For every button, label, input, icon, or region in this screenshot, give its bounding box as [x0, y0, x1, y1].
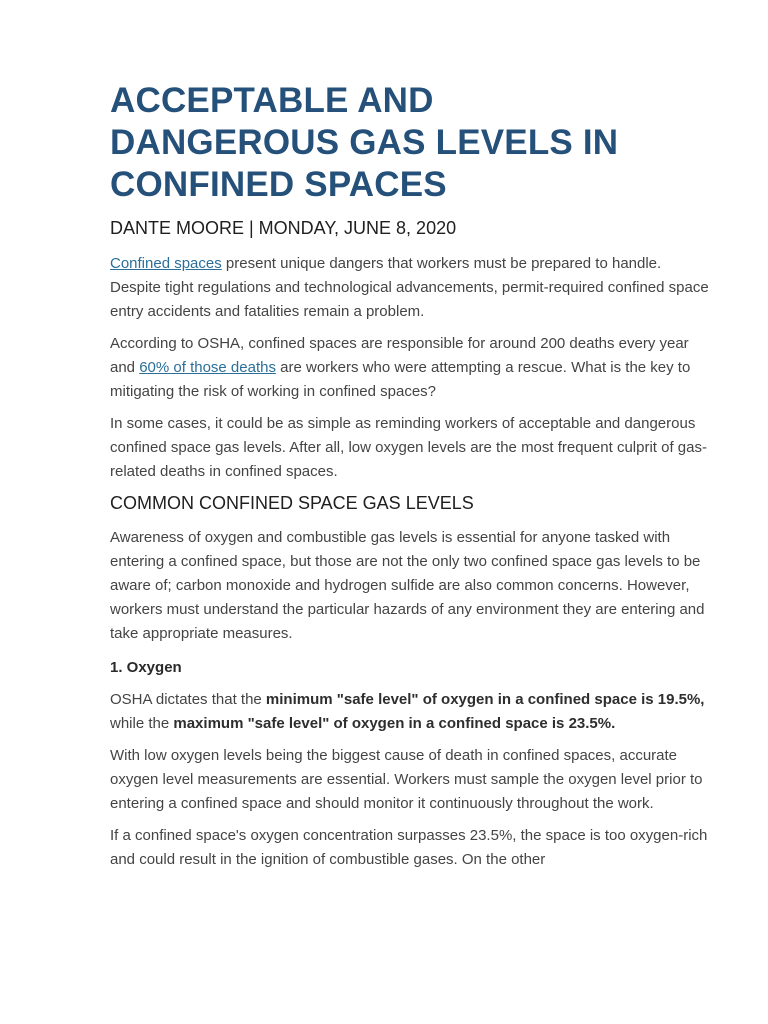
paragraph-text: are workers who were attempting a rescue. What is the key to mitigating the risk of working in confined spaces? [110, 359, 691, 400]
min-safe-level: minimum "safe level" of oxygen in a confined space is 19.5%, [265, 691, 705, 708]
intro-paragraph [110, 252, 710, 324]
deaths-link[interactable]: 60% of those deaths [139, 359, 276, 376]
article-title [110, 80, 710, 206]
oxygen-subheading: 1. Oxygen [110, 659, 182, 676]
paragraph-text: According to OSHA, confined spaces are responsible for around 200 deaths every year and [110, 335, 689, 376]
measurement-paragraph: With low oxygen levels being the biggest cause of death in confined spaces, accurate oxygen level measurements are essential. Workers must sample the oxygen level prior to entering a confined space and should monitor it continuously throughout the work. [110, 747, 703, 812]
reminder-paragraph: In some cases, it could be as simple as reminding workers of acceptable and dangerous confined space gas levels. After all, low oxygen levels are the most frequent culprit of gas-related deaths in confined spaces. [110, 415, 707, 480]
awareness-paragraph: Awareness of oxygen and combustible gas levels is essential for anyone tasked with entering a confined space, but those are not the only two confined space gas levels to be aware of; carbon monoxide and hydrogen sulfide are also common concerns. However, workers must understand the particular hazards of any environment they are entering and take appropriate measures. [110, 529, 705, 642]
oxygen-rich-paragraph: If a confined space's oxygen concentration surpasses 23.5%, the space is too oxygen-rich and could result in the ignition of combustible gases. On the other [110, 827, 708, 868]
oxygen-levels-paragraph [110, 688, 710, 736]
max-safe-level: maximum "safe level" of oxygen in a confined space is 23.5%. [173, 715, 616, 732]
osha-paragraph [110, 332, 710, 404]
title-line: CONFINED SPACES [110, 165, 447, 204]
title-line: DANGEROUS GAS LEVELS IN [110, 123, 619, 162]
article [110, 80, 710, 872]
byline: DANTE MOORE | MONDAY, JUNE 8, 2020 [110, 218, 457, 238]
paragraph-text: present unique dangers that workers must be prepared to handle. Despite tight regulations and technological advancements, permit-required confined space entry accidents and fatalities remain a problem. [110, 255, 709, 320]
section-heading: COMMON CONFINED SPACE GAS LEVELS [110, 493, 474, 513]
confined-spaces-link[interactable]: Confined spaces [110, 255, 222, 272]
title-line: ACCEPTABLE AND [110, 81, 434, 120]
paragraph-text: while the [110, 715, 174, 732]
paragraph-text: OSHA dictates that the [110, 691, 266, 708]
